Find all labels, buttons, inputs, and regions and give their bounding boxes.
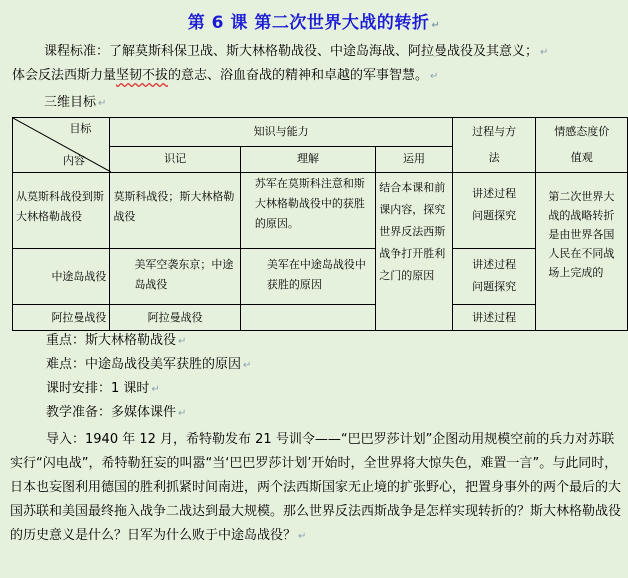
paragraph-mark-icon: ↵: [151, 384, 160, 395]
subheader-recall-text: 识记: [164, 152, 187, 166]
standard-line-2-text-a: 体会反法西斯力量: [12, 68, 117, 83]
row1-process-line-1: 讲述过程: [472, 187, 517, 200]
row2-process: [452, 249, 536, 305]
standard-line-2-text-b: 的意志、浴血奋战的精神和卓越的军事智慧。: [168, 68, 429, 83]
header-knowledge-text: 知识与能力: [253, 124, 309, 138]
paragraph-mark-icon: ↵: [243, 360, 252, 371]
table-corner-cell: [13, 118, 110, 173]
emotion-cell: [536, 173, 628, 331]
corner-top-label: 目标: [69, 122, 92, 135]
paragraph-mark-icon: ↵: [540, 47, 549, 58]
row3-recall-text: 阿拉曼战役: [147, 310, 203, 324]
emotion-cell-text: 第二次世界大战的战略转折是由世界各国人民在不同战场上完成的: [548, 190, 615, 279]
row1-recall-text: 莫斯科战役；斯大林格勒战役: [113, 190, 235, 223]
objectives-table: [12, 117, 628, 331]
paragraph-mark-icon: ↵: [430, 71, 439, 82]
row1-recall: [110, 173, 240, 249]
intro-text: 导入：1940 年 12 月，希特勒发布 21 号训令——“巴巴罗莎计划”企图动用规模空前的兵力对苏联实行“闪电战”，希特勒狂妄的叫嚣“当‘巴巴罗莎计划’开始时，全世界将大惊失色，难置一言”。与此同时，日本也妄图利用德国的胜利抓紧时间南进，两个法西斯国家无止境的扩张野心，把置身事外的两个最后的大国苏联和美国最终拖入战争二战达到最大规模。那么世界反法西斯战争是怎样实现转折的？斯大林格勒战役的历史意义是什么？日军为什么败于中途岛战役？: [10, 432, 622, 543]
subheader-apply-text: 运用: [403, 152, 426, 166]
subheader-recall: [110, 146, 240, 172]
row2-content-text: 中途岛战役: [51, 269, 107, 283]
row2-process-line-1: 讲述过程: [472, 258, 517, 271]
subheader-understand: [240, 146, 375, 172]
row2-understand: [240, 249, 375, 305]
diagonal-line: [13, 118, 111, 172]
row2-recall: [110, 249, 240, 305]
intro-paragraph: [10, 428, 622, 549]
row3-process-text: 讲述过程: [472, 310, 517, 324]
lesson-title: [0, 8, 628, 33]
apply-cell-text: 结合本课和前课内容，探究世界反法西斯战争打开胜利之门的原因: [379, 181, 446, 282]
row3-recall: [110, 305, 240, 331]
row2-process-line-2: 问题探究: [472, 280, 517, 293]
paragraph-mark-icon: ↵: [178, 408, 187, 419]
schedule-line: [46, 378, 160, 401]
prep-text: 教学准备：多媒体课件: [46, 405, 177, 420]
corner-bottom-label: 内容: [63, 154, 85, 167]
standard-line-1: [44, 41, 548, 64]
row1-understand-text: 苏军在莫斯科注意和斯大林格勒战役中的获胜的原因。: [254, 177, 365, 230]
header-knowledge: [110, 118, 452, 147]
row2-recall-text: 美军空袭东京；中途岛战役: [134, 258, 234, 291]
subheader-apply: [376, 146, 453, 172]
row3-content-text: 阿拉曼战役: [51, 310, 107, 324]
header-emotion: [536, 118, 628, 173]
row3-understand: [240, 305, 375, 331]
row1-process-line-2: 问题探究: [472, 209, 517, 222]
objectives-heading-text: 三维目标: [44, 95, 97, 110]
focus-text: 重点：斯大林格勒战役: [46, 333, 177, 348]
row1-content: [13, 173, 110, 249]
apply-cell: [376, 173, 453, 331]
row1-understand: [240, 173, 375, 249]
row1-process: [452, 173, 536, 249]
header-process: [452, 118, 536, 173]
row3-content: [13, 305, 110, 331]
difficulty-line: [46, 354, 251, 377]
spellcheck-wavy-text: 坚韧不拔: [116, 68, 169, 83]
standard-line-1-text: 课程标准：了解莫斯科保卫战、斯大林格勒战役、中途岛海战、阿拉曼战役及其意义；: [44, 44, 539, 59]
row2-understand-text: 美军在中途岛战役中获胜的原因: [266, 258, 366, 291]
difficulty-text: 难点：中途岛战役美军获胜的原因: [46, 357, 242, 372]
header-process-line-1: 过程与方: [472, 125, 517, 138]
row2-content: [13, 249, 110, 305]
paragraph-mark-icon: ↵: [431, 20, 441, 31]
objectives-heading: [44, 92, 106, 115]
row1-content-text: 从莫斯科战役到斯大林格勒战役: [16, 190, 104, 223]
prep-line: [46, 402, 186, 425]
row3-process: [452, 305, 536, 331]
focus-line: [46, 330, 186, 353]
header-process-line-2: 法: [488, 151, 500, 164]
header-emotion-line-2: 值观: [570, 151, 593, 164]
standard-line-2: [12, 65, 438, 88]
paragraph-mark-icon: ↵: [298, 531, 307, 542]
paragraph-mark-icon: ↵: [98, 98, 107, 109]
schedule-text: 课时安排：1 课时: [46, 381, 150, 396]
header-emotion-line-1: 情感态度价: [554, 125, 610, 138]
title-text: 第 6 课 第二次世界大战的转折: [187, 13, 430, 33]
subheader-understand-text: 理解: [297, 152, 320, 166]
paragraph-mark-icon: ↵: [178, 336, 187, 347]
